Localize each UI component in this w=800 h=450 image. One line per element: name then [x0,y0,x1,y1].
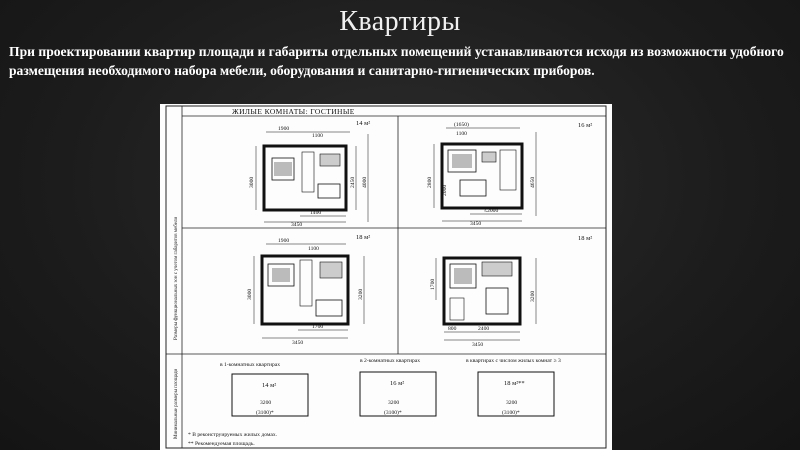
dim-label: 2450 [350,176,356,188]
min-size-alt: (3100)* [384,410,402,416]
dim-label: 4000 [362,176,368,188]
dim-label: ≤2000 [484,208,499,214]
min-size-alt: (3100)* [256,410,274,416]
plan-16m2 [427,121,592,227]
min-size-3room [466,358,561,416]
dim-label: (1650) [454,122,469,128]
min-size-width: 3200 [388,400,400,406]
dim-label: 1100 [456,131,467,137]
footnote: * В реконструируемых жилых домах. [188,432,278,438]
dim-label: 1100 [312,133,323,139]
side-label-bottom: Минимальные размеры площади [174,368,179,439]
plan-14m2 [249,120,370,228]
dim-label: 1400 [310,210,322,216]
dim-label: 3450 [470,221,482,227]
min-size-width: 3200 [506,400,518,406]
min-size-1room [220,362,308,416]
side-label-top: Размеры функциональных зон с учетом габаритов мебели [174,216,179,340]
dim-label: 2000 [442,184,448,196]
dim-label: 3200 [530,290,536,302]
dim-label: 3450 [292,340,304,346]
min-size-2room [360,358,436,416]
dim-label: 3000 [249,176,255,188]
min-size-heading: в квартирах с числом жилых комнат ≥ 3 [466,358,561,364]
min-size-area: 14 м² [262,382,277,389]
dim-label: 800 [448,326,457,332]
min-size-area: 18 м²** [504,380,525,387]
plan-area-label: 18 м² [578,235,593,242]
plan-area-label: 14 м² [356,120,371,127]
min-size-alt: (3100)* [502,410,520,416]
plan-area-label: 18 м² [356,234,371,241]
min-size-width: 3200 [260,400,272,406]
dim-label: 1700 [430,278,436,290]
dim-label: 3450 [291,222,303,228]
slide-title: Квартиры [339,6,461,37]
min-size-heading: в 2-комнатных квартирах [360,358,421,364]
dim-label: 1900 [278,126,290,132]
footnote: ** Рекомендуемая площадь. [188,441,255,447]
plan-18m2-a [247,234,370,346]
dim-label: 1700 [312,324,324,330]
dim-label: 1900 [278,238,290,244]
dim-label: 3000 [247,288,253,300]
dim-label: 2800 [427,176,433,188]
dim-label: 4650 [530,176,536,188]
plan-area-label: 16 м² [578,122,593,129]
dim-label: 3200 [358,288,364,300]
figure-header: ЖИЛЫЕ КОМНАТЫ: ГОСТИНЫЕ [232,107,355,116]
dim-label: 2400 [478,326,490,332]
min-size-area: 16 м² [390,380,405,387]
dim-label: 1100 [308,246,319,252]
plan-18m2-b [430,235,592,348]
slide-body-text: При проектировании квартир площади и габариты отдельных помещений устанавливаются исходя из возможности удобного размещения необходимого набора мебели, оборудования и санитарно-гигиенических приборов. [9,44,784,78]
living-rooms-figure [160,104,612,450]
floor-plan-drawing [160,104,612,450]
dim-label: 3450 [472,342,484,348]
min-size-heading: в 1-комнатных квартирах [220,362,281,368]
